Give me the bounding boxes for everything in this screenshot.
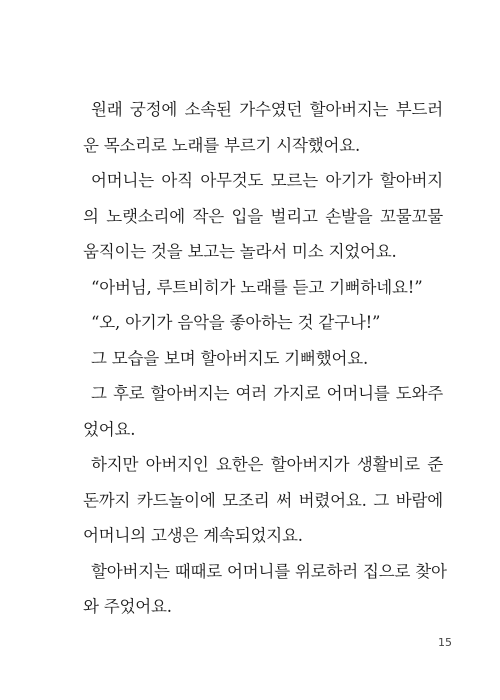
text-line: 어머니의 고생은 계속되었지요. <box>83 526 303 545</box>
text-line: 었어요. <box>83 419 136 439</box>
text-line: 하지만 아버지인 요한은 할아버지가 생활비로 준 <box>91 455 443 474</box>
text-line: 어머니는 아직 아무것도 모르는 아기가 할아버지 <box>91 171 443 190</box>
text-line: 움직이는 것을 보고는 놀라서 미소 지었어요. <box>83 242 397 261</box>
text-line: 의 노랫소리에 작은 입을 벌리고 손발을 꼬물꼬물 <box>83 206 443 226</box>
body-text <box>83 92 447 625</box>
text-line: 그 후로 할아버지는 여러 가지로 어머니를 도와주 <box>91 384 443 403</box>
page-number: 15 <box>438 636 452 649</box>
text-line: 와 주었어요. <box>83 597 172 616</box>
text-line: “아버님, 루트비히가 노래를 듣고 기뻐하네요!” <box>91 277 423 297</box>
text-line: 그 모습을 보며 할아버지도 기뻐했어요. <box>91 348 369 368</box>
text-line: 할아버지는 때때로 어머니를 위로하러 집으로 찾아 <box>91 561 447 581</box>
text-line: “오, 아기가 음악을 좋아하는 것 같구나!” <box>91 313 381 332</box>
text-line: 원래 궁정에 소속된 가수였던 할아버지는 부드러 <box>91 100 443 119</box>
text-line: 운 목소리로 노래를 부르기 시작했어요. <box>83 135 361 155</box>
text-line: 돈까지 카드놀이에 모조리 써 버렸어요. 그 바람에 <box>83 490 443 510</box>
